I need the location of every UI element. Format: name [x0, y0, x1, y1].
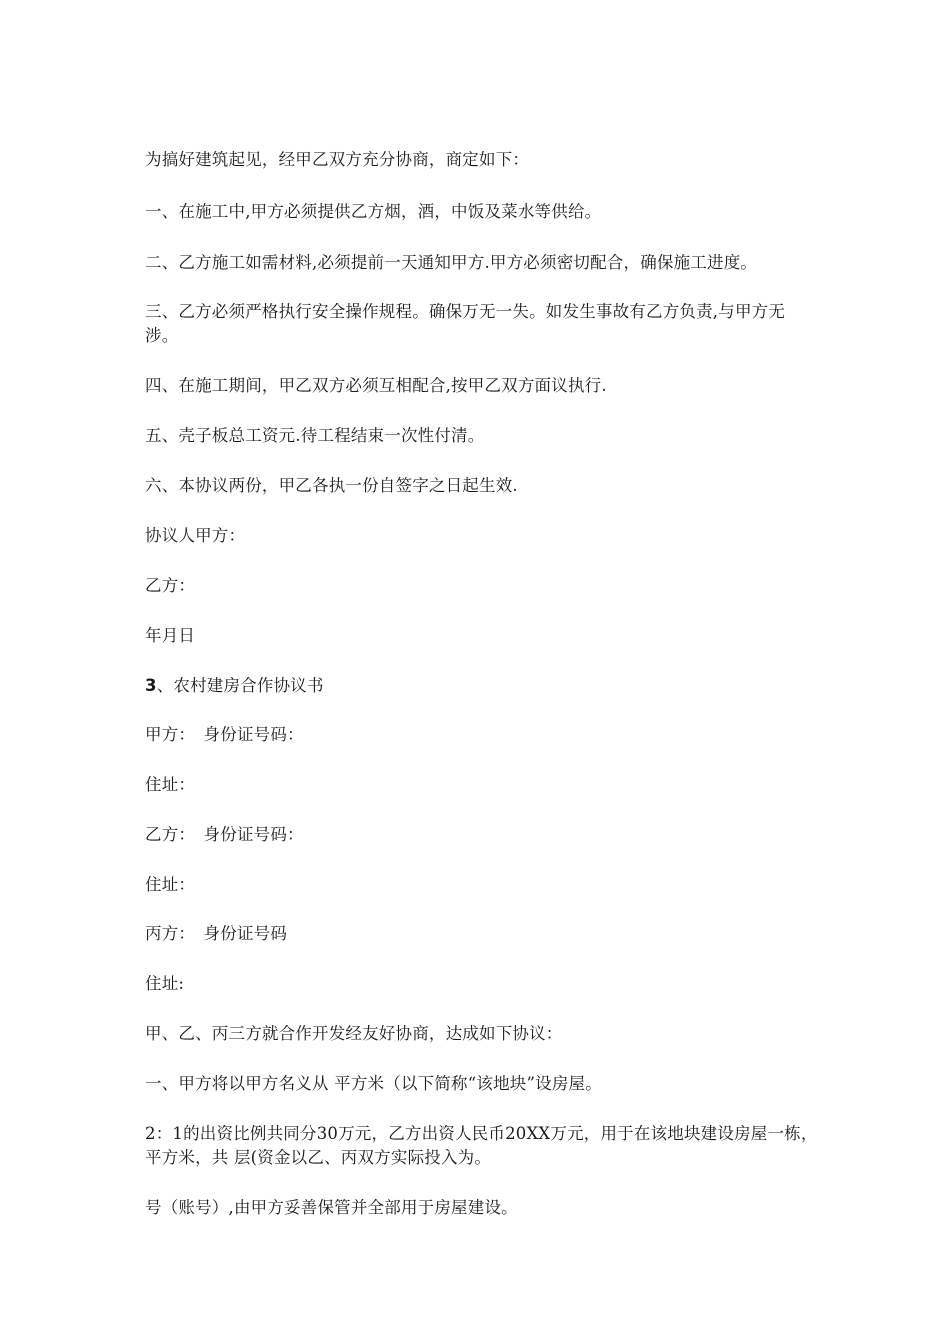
party-a-address: 住址：	[145, 775, 196, 794]
clause-1: 一、在施工中,甲方必须提供乙方烟，酒，中饭及菜水等供给。	[145, 202, 602, 221]
section-number: 3	[145, 676, 157, 695]
clause-3: 三、乙方必须严格执行安全操作规程。确保万无一失。如发生事故有乙方负责,与甲方无涉。	[145, 302, 786, 345]
section-title: 、农村建房合作协议书	[156, 676, 324, 695]
section-heading	[145, 674, 810, 698]
signature-party-a: 协议人甲方：	[145, 526, 246, 545]
party-b-address: 住址：	[145, 875, 196, 894]
party-b-id-line: 乙方： 身份证号码：	[145, 825, 304, 844]
agreement-preamble: 甲、乙、丙三方就合作开发经友好协商，达成如下协议：	[145, 1024, 563, 1043]
clause-5: 五、壳子板总工资元.待工程结束一次性付清。	[145, 426, 485, 445]
clause-6: 六、本协议两份，甲乙各执一份自签字之日起生效.	[145, 476, 518, 495]
intro-paragraph: 为搞好建筑起见，经甲乙双方充分协商，商定如下：	[145, 150, 530, 169]
agreement-item-2: 2：1的出资比例共同分30万元，乙方出资人民币20XX万元，用于在该地块建设房屋一栋， 平方米，共 层(资金以乙、丙双方实际投入为。	[145, 1124, 827, 1167]
agreement-item-1: 一、甲方将以甲方名义从 平方米（以下简称“该地块”设房屋。	[145, 1074, 602, 1093]
clause-2: 二、乙方施工如需材料,必须提前一天通知甲方.甲方必须密切配合，确保施工进度。	[145, 253, 758, 272]
party-c-address: 住址:	[145, 974, 185, 993]
signature-date: 年月日	[145, 626, 196, 645]
signature-party-b: 乙方：	[145, 576, 196, 595]
agreement-item-3: 号（账号）,由甲方妥善保管并全部用于房屋建设。	[145, 1198, 518, 1217]
party-c-id-line: 丙方： 身份证号码	[145, 924, 288, 943]
clause-4: 四、在施工期间，甲乙双方必须互相配合,按甲乙双方面议执行.	[145, 376, 607, 395]
party-a-id-line: 甲方： 身份证号码：	[145, 725, 304, 744]
